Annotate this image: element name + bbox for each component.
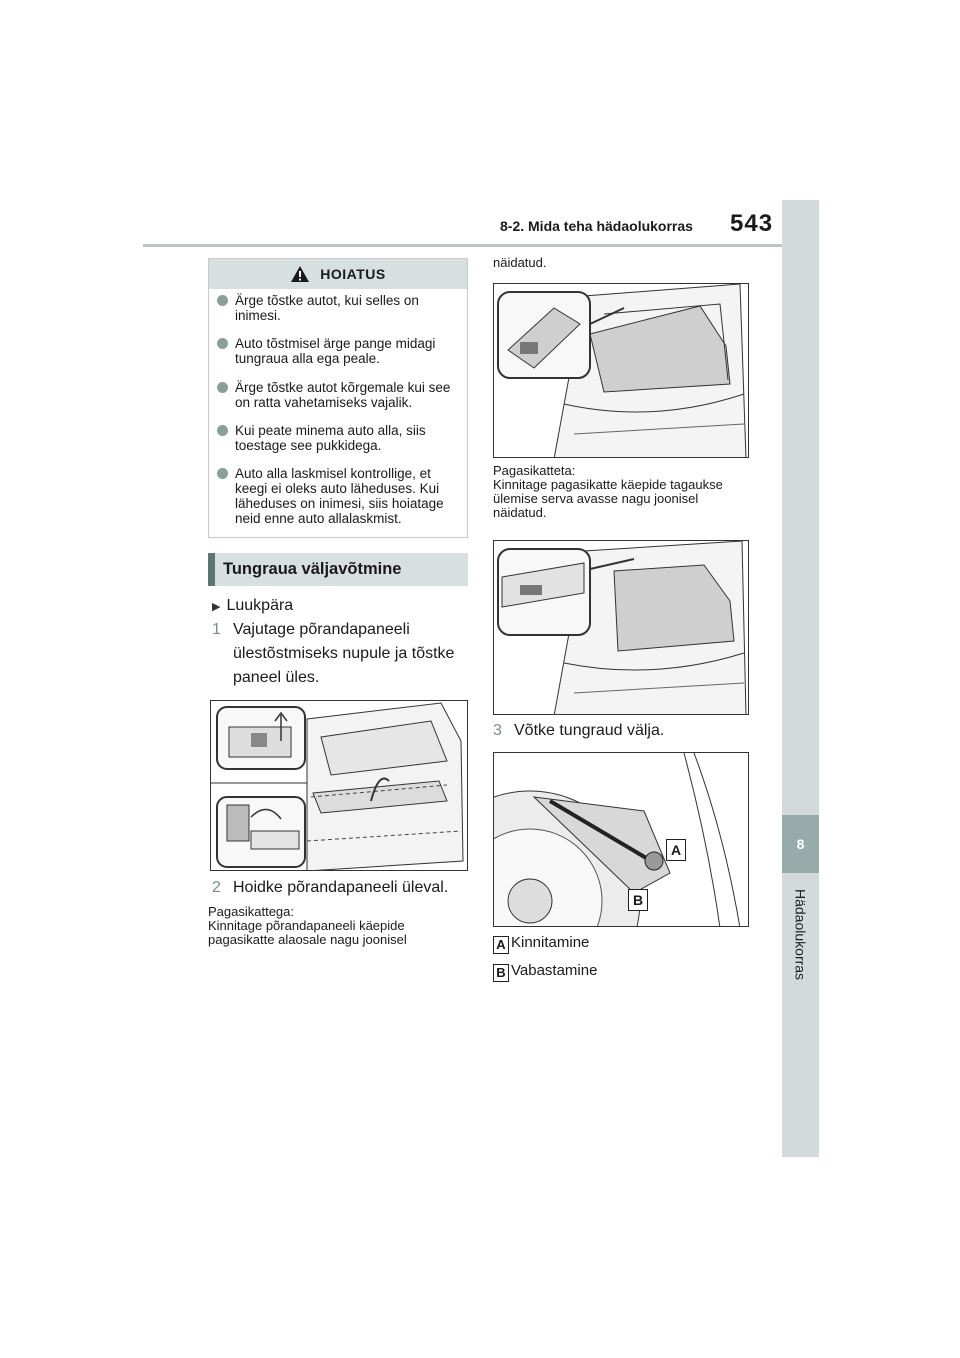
warning-item: Ärge tõstke autot kõrgemale kui see on ratta vahetamiseks vajalik. (217, 380, 462, 410)
bullet-icon (217, 295, 228, 306)
warning-item: Kui peate minema auto alla, siis toestage see pukkidega. (217, 423, 462, 453)
legend-text-a: Kinnitamine (511, 934, 590, 951)
callout-a: A (666, 839, 686, 861)
section-heading-text: Tungraua väljavõtmine (223, 560, 402, 578)
chapter-number-badge: 8 (782, 815, 819, 873)
warning-box (208, 258, 468, 538)
step-2: 2 Hoidke põrandapaneeli üleval. (212, 879, 449, 896)
note-with-cover (208, 905, 458, 947)
warning-item: Auto tõstmisel ärge pange midagi tungraua alla ega peale. (217, 336, 462, 366)
note-with-cover-continuation: näidatud. (493, 255, 547, 270)
warning-header (209, 259, 467, 289)
figure-with-cover (493, 283, 749, 458)
step-1: 1 Vajutage põrandapaneeli ülestõstmiseks nupule ja tõstke paneel üles. (212, 621, 455, 686)
figure-without-cover (493, 540, 749, 715)
bullet-icon (217, 468, 228, 479)
legend-item-a (493, 934, 589, 954)
bullet-icon (217, 425, 228, 436)
callout-b: B (628, 889, 648, 911)
chapter-side-tab (782, 200, 819, 1157)
page-number: 543 (730, 210, 774, 237)
legend-key-a: A (493, 936, 509, 954)
chapter-label-text: Hädaolukorras (792, 889, 809, 981)
note-without-cover-label: Pagasikatteta: (493, 463, 576, 478)
figure-floor-panel-lift (210, 700, 468, 871)
warning-item: Ärge tõstke autot, kui selles on inimesi. (217, 293, 462, 323)
triangle-right-icon: ▶ (212, 601, 221, 613)
warning-triangle-icon (290, 265, 310, 283)
step-3: 3 Võtke tungraud välja. (493, 722, 665, 739)
warning-item: Auto alla laskmisel kontrollige, et keegi ei oleks auto läheduses. Kui läheduses on inimesi, siis hoiatage neid enne auto allalaskmist. (217, 466, 462, 526)
section-heading (208, 553, 468, 586)
chapter-label (782, 880, 819, 990)
header-divider (143, 244, 783, 247)
note-with-cover-text: Kinnitage põrandapaneeli käepide pagasikatte alaosale nagu joonisel (208, 918, 407, 947)
note-without-cover-text: Kinnitage pagasikatte käepide tagaukse ülemise serva avasse nagu joonisel näidatud. (493, 477, 723, 520)
bullet-icon (217, 382, 228, 393)
bullet-icon (217, 338, 228, 349)
heading-accent-bar (208, 553, 215, 586)
legend-text-b: Vabastamine (511, 962, 598, 979)
warning-title: HOIATUS (320, 266, 386, 282)
section-title: 8-2. Mida teha hädaolukorras (500, 218, 693, 234)
figure-jack-removal (493, 752, 749, 927)
legend-item-b (493, 962, 597, 982)
note-with-cover-label: Pagasikattega: (208, 904, 295, 919)
note-without-cover (493, 464, 749, 520)
subheading: ▶ Luukpära (212, 597, 294, 614)
legend-key-b: B (493, 964, 509, 982)
